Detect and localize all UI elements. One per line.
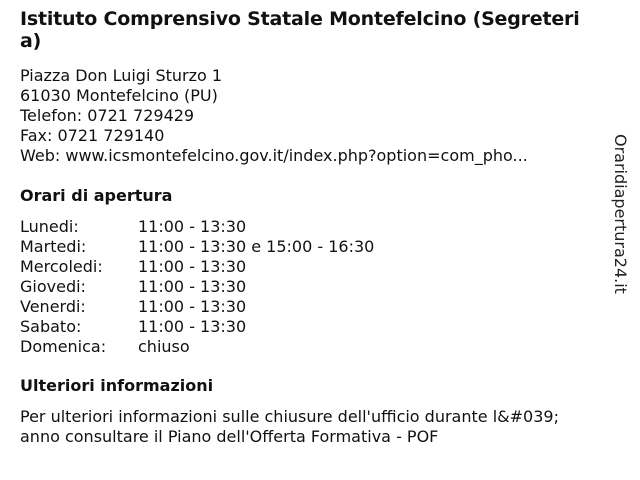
day-label: Martedi: <box>20 237 87 256</box>
website-link[interactable]: Web: www.icsmontefelcino.gov.it/index.php?option=com_pho... <box>20 146 528 165</box>
day-label: Domenica: <box>20 337 107 356</box>
city-postal-code: 61030 Montefelcino (PU) <box>20 86 218 105</box>
hours-row-saturday <box>20 317 580 337</box>
site-watermark: Oraridiapertura24.it <box>611 134 630 294</box>
hours-row-tuesday <box>20 237 580 257</box>
hours-row-wednesday <box>20 257 580 277</box>
office-details <box>20 8 580 447</box>
time-value: 11:00 - 13:30 <box>138 317 247 336</box>
time-value: 11:00 - 13:30 <box>138 277 247 296</box>
street-address: Piazza Don Luigi Sturzo 1 <box>20 66 223 85</box>
time-value: 11:00 - 13:30 <box>138 297 247 316</box>
time-value: 11:00 - 13:30 <box>138 217 247 236</box>
day-label: Venerdi: <box>20 297 86 316</box>
opening-hours-table <box>20 217 580 357</box>
opening-hours-heading: Orari di apertura <box>20 186 173 205</box>
time-value: 11:00 - 13:30 e 15:00 - 16:30 <box>138 237 375 256</box>
day-label: Mercoledi: <box>20 257 103 276</box>
hours-row-sunday <box>20 337 580 357</box>
additional-info-text: Per ulteriori informazioni sulle chiusure dell'ufficio durante l&#039;anno consultare il Piano dell'Offerta Formativa - POF <box>20 407 559 446</box>
day-label: Giovedi: <box>20 277 86 296</box>
day-label: Sabato: <box>20 317 82 336</box>
address-block <box>20 66 580 166</box>
page-title: Istituto Comprensivo Statale Montefelcino (Segreteria) <box>20 8 580 52</box>
hours-row-monday <box>20 217 580 237</box>
time-value: 11:00 - 13:30 <box>138 257 247 276</box>
hours-row-thursday <box>20 277 580 297</box>
time-value: chiuso <box>138 337 190 356</box>
additional-info-heading: Ulteriori informazioni <box>20 376 214 395</box>
day-label: Lunedi: <box>20 217 79 236</box>
fax-number: Fax: 0721 729140 <box>20 126 165 145</box>
hours-row-friday <box>20 297 580 317</box>
phone-number: Telefon: 0721 729429 <box>20 106 195 125</box>
